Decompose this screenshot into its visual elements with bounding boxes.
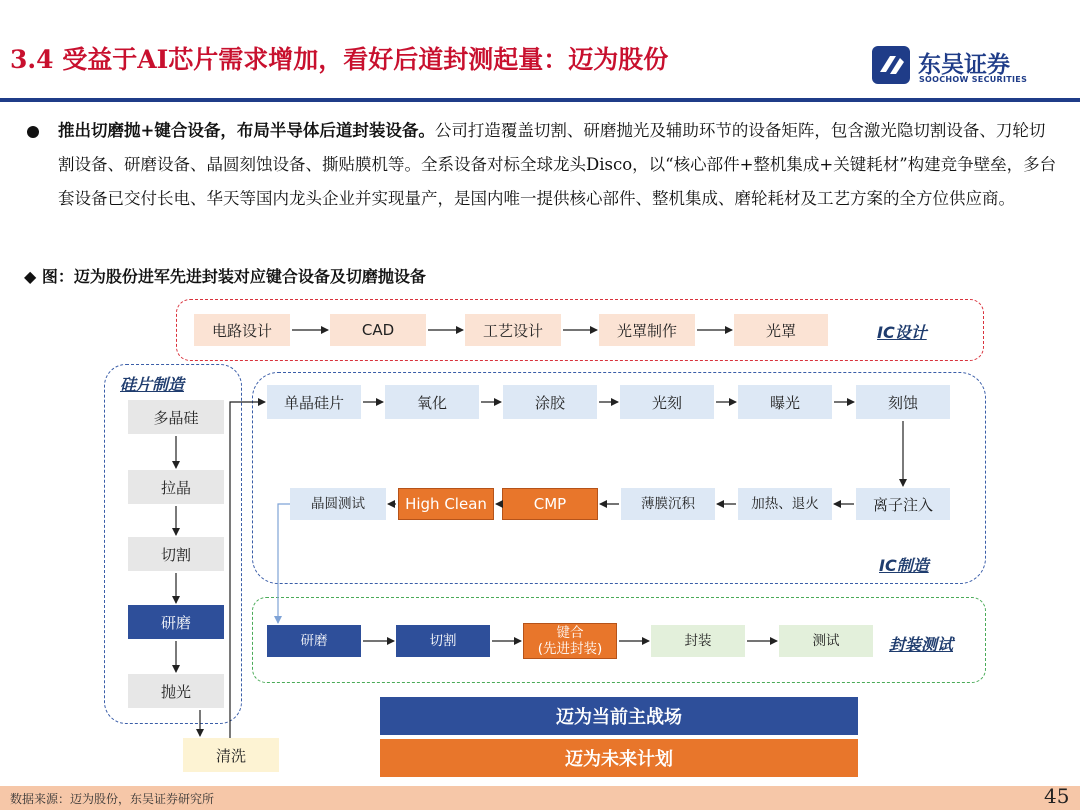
step-etching: 刻蚀 xyxy=(856,385,950,419)
step-high-clean: High Clean xyxy=(398,488,494,520)
step-photoresist-coating: 涂胶 xyxy=(503,385,597,419)
ic-mfg-label: IC制造 xyxy=(879,556,929,575)
legend-future-plan: 迈为未来计划 xyxy=(380,739,858,777)
step-polishing: 抛光 xyxy=(128,674,224,708)
figure-caption: ◆ 图：迈为股份进军先进封装对应键合设备及切磨抛设备 xyxy=(24,267,426,286)
page-title: 3.4 受益于AI芯片需求增加，看好后道封测起量：迈为股份 xyxy=(10,45,669,74)
step-crystal-pulling: 拉晶 xyxy=(128,470,224,504)
step-photomask: 光罩 xyxy=(734,314,828,346)
step-polysilicon: 多晶硅 xyxy=(128,400,224,434)
step-packaging: 封装 xyxy=(651,625,745,657)
wafer-prep-label: 硅片制造 xyxy=(120,375,185,394)
step-circuit-design: 电路设计 xyxy=(194,314,290,346)
step-ion-implantation: 离子注入 xyxy=(856,488,950,520)
step-wafer-grinding: 研磨 xyxy=(128,605,224,639)
legend-current-focus: 迈为当前主战场 xyxy=(380,697,858,735)
bullet-body-text: 公司打造覆盖切割、研磨抛光及辅助环节的设备矩阵，包含激光隐切割设备、刀轮切割设备、研磨设备、晶圆刻蚀设备、撕贴膜机等。全系设备对标全球龙头Disco，以“核心部件+整机集成+关键耗材”构建竞争壁垒，多台套设备已交付长电、华天等国内龙头企业并实现量产，是国内唯一提供核心部件、整机集成、磨轮耗材及工艺方案的全方位供应商。 xyxy=(58,121,1057,208)
soochow-logo-icon xyxy=(870,44,912,86)
step-cleaning: 清洗 xyxy=(183,738,279,772)
step-testing: 测试 xyxy=(779,625,873,657)
company-logo xyxy=(870,44,1040,92)
page-number: 45 xyxy=(1044,784,1070,808)
ic-design-label: IC设计 xyxy=(877,323,927,342)
step-wafer-test: 晶圆测试 xyxy=(290,488,386,520)
step-thin-film-deposition: 薄膜沉积 xyxy=(621,488,715,520)
step-process-design: 工艺设计 xyxy=(465,314,561,346)
pkg-test-label: 封装测试 xyxy=(889,635,954,654)
ic-design-group xyxy=(176,299,984,361)
logo-chinese-name: 东吴证券 xyxy=(918,52,1010,78)
header-divider xyxy=(0,98,1080,102)
bullet-icon xyxy=(27,126,39,138)
logo-english-name: SOOCHOW SECURITIES xyxy=(919,75,1028,84)
footer-source: 数据来源：迈为股份，东吴证券研究所 xyxy=(10,792,215,806)
step-mask-making: 光罩制作 xyxy=(599,314,695,346)
step-cmp: CMP xyxy=(502,488,598,520)
step-pkg-grinding: 研磨 xyxy=(267,625,361,657)
step-bonding-advanced-packaging: 键合 (先进封装) xyxy=(523,623,617,659)
step-single-crystal-wafer: 单晶硅片 xyxy=(267,385,361,419)
step-pkg-dicing: 切割 xyxy=(396,625,490,657)
packaging-test-group xyxy=(252,597,986,683)
bullet-paragraph xyxy=(58,114,1058,216)
step-oxidation: 氧化 xyxy=(385,385,479,419)
step-lithography: 光刻 xyxy=(620,385,714,419)
step-slicing: 切割 xyxy=(128,537,224,571)
step-exposure: 曝光 xyxy=(738,385,832,419)
bullet-bold-lead: 推出切磨抛+键合设备，布局半导体后道封装设备。 xyxy=(58,121,435,140)
step-heating-annealing: 加热、退火 xyxy=(738,488,832,520)
step-cad: CAD xyxy=(330,314,426,346)
